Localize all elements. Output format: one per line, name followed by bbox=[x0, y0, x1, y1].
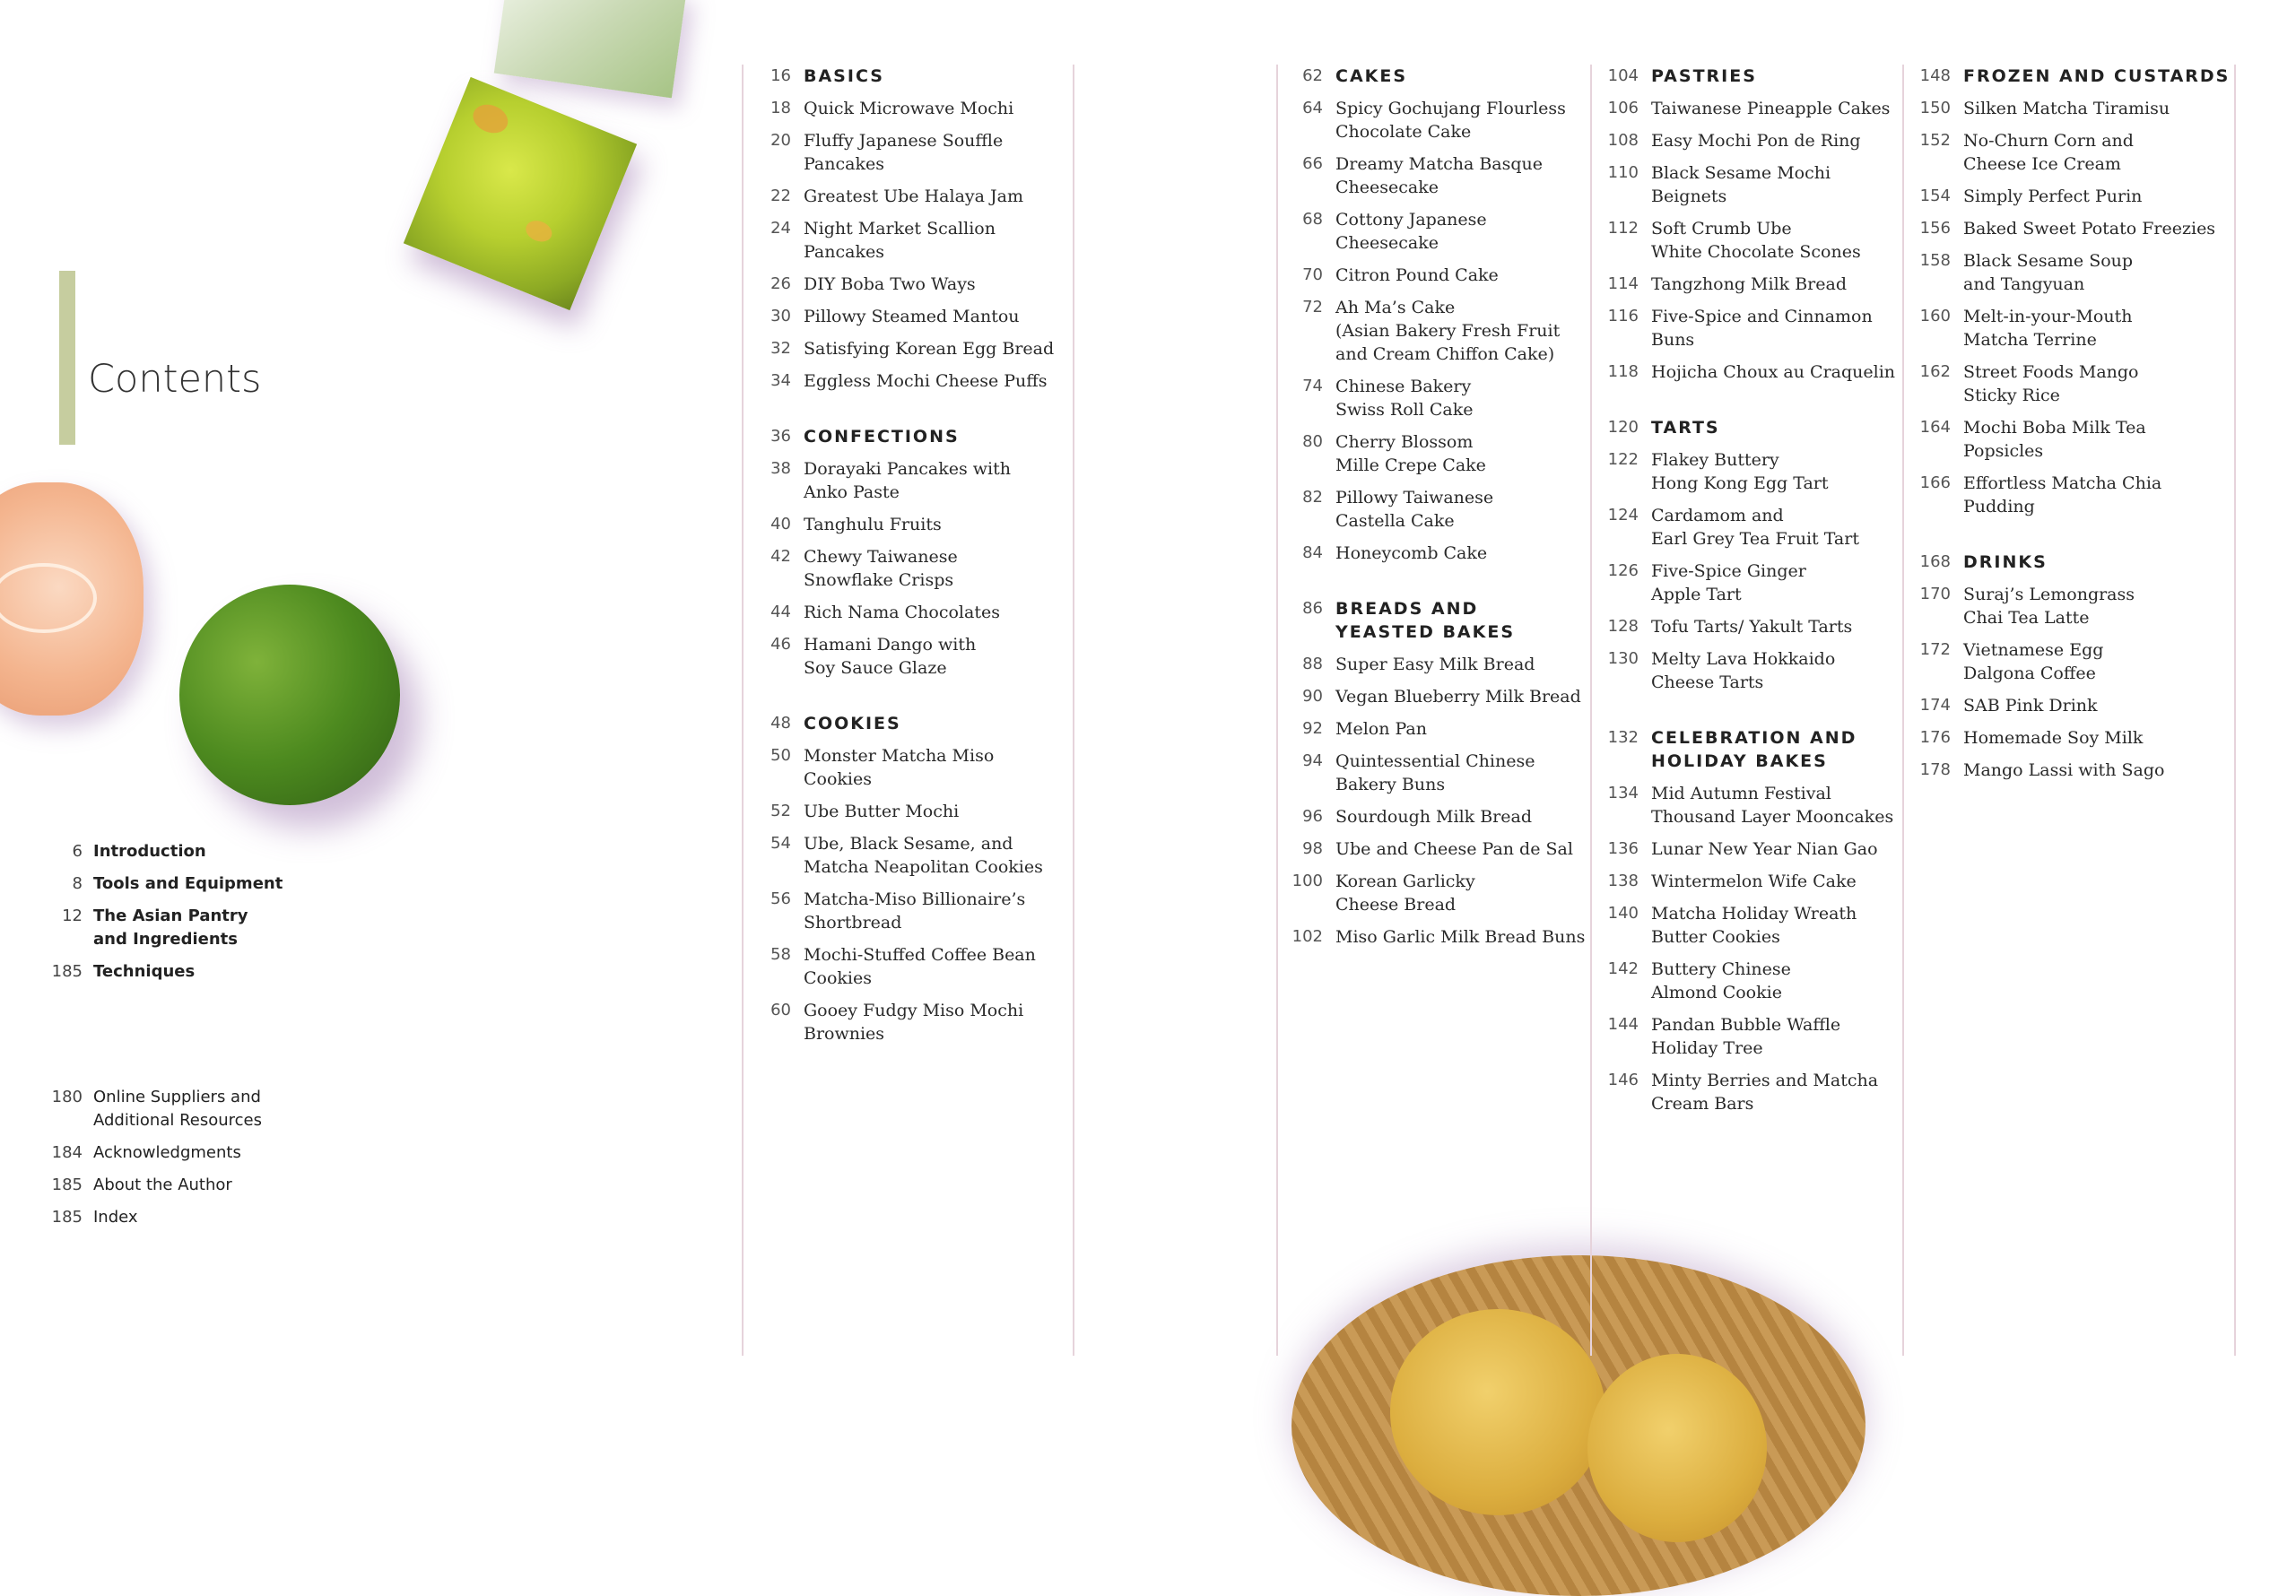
toc-column-3 bbox=[1599, 65, 1900, 1148]
recipe-entry bbox=[752, 457, 1061, 504]
recipe-title: Ube, Black Sesame, and Matcha Neapolitan Cookies bbox=[804, 834, 1043, 877]
matcha-cake-square-illustration bbox=[404, 77, 637, 310]
recipe-title: Pillowy Steamed Mantou bbox=[804, 307, 1020, 326]
mooncake-pattern bbox=[0, 563, 97, 633]
recipe-title: Melty Lava Hokkaido Cheese Tarts bbox=[1651, 649, 1836, 692]
page-number: 128 bbox=[1607, 617, 1639, 636]
toc-section bbox=[752, 425, 1061, 680]
recipe-entry bbox=[752, 800, 1061, 823]
page-number: 126 bbox=[1607, 561, 1639, 580]
page-number: 82 bbox=[1302, 488, 1323, 507]
page-number: 142 bbox=[1607, 959, 1639, 978]
toc-section bbox=[752, 65, 1061, 393]
toc-entry bbox=[0, 960, 287, 984]
recipe-entry bbox=[1283, 837, 1588, 861]
page-number: 80 bbox=[1302, 432, 1323, 451]
toc-entry bbox=[0, 872, 287, 896]
recipe-title: Spicy Gochujang Flourless Chocolate Cake bbox=[1335, 99, 1566, 142]
toc-entry bbox=[0, 905, 287, 951]
recipe-title: Five-Spice Ginger Apple Tart bbox=[1651, 561, 1806, 604]
recipe-title: Sourdough Milk Bread bbox=[1335, 807, 1532, 827]
recipe-title: Baked Sweet Potato Freezies bbox=[1963, 219, 2216, 239]
page-number: 62 bbox=[1302, 66, 1323, 85]
page-number: 164 bbox=[1919, 418, 1951, 437]
page-number: 90 bbox=[1302, 687, 1323, 706]
toc-entry bbox=[0, 1174, 287, 1197]
recipe-title: Vegan Blueberry Milk Bread bbox=[1335, 687, 1581, 707]
mooncake-illustration bbox=[0, 482, 144, 716]
recipe-title: Silken Matcha Tiramisu bbox=[1963, 99, 2170, 118]
page-title: Contents bbox=[88, 357, 262, 402]
section-heading bbox=[752, 712, 1061, 735]
section-title: DRINKS bbox=[1963, 552, 2048, 572]
recipe-entry bbox=[1599, 837, 1900, 861]
recipe-entry bbox=[752, 305, 1061, 328]
page-number: 92 bbox=[1302, 719, 1323, 738]
toc-column-1 bbox=[752, 65, 1061, 1078]
toc-entry bbox=[0, 1206, 287, 1229]
page-number: 46 bbox=[770, 635, 791, 654]
page-number: 156 bbox=[1919, 219, 1951, 238]
recipe-title: Tanghulu Fruits bbox=[804, 515, 942, 534]
page-number: 18 bbox=[770, 99, 791, 117]
page-number: 70 bbox=[1302, 265, 1323, 284]
back-matter-list bbox=[0, 1086, 287, 1238]
page-number: 146 bbox=[1607, 1071, 1639, 1089]
recipe-entry bbox=[1911, 360, 2231, 407]
recipe-entry bbox=[1599, 647, 1900, 694]
page-number: 154 bbox=[1919, 186, 1951, 205]
recipe-entry bbox=[1283, 925, 1588, 949]
section-title: BREADS AND YEASTED BAKES bbox=[1335, 599, 1516, 642]
page-number: 150 bbox=[1919, 99, 1951, 117]
section-heading bbox=[752, 425, 1061, 448]
front-matter-list bbox=[0, 840, 287, 993]
section-heading bbox=[1283, 65, 1588, 88]
page-number: 144 bbox=[1607, 1015, 1639, 1034]
page-number: 114 bbox=[1607, 274, 1639, 293]
recipe-title: DIY Boba Two Ways bbox=[804, 274, 976, 294]
page-number: 58 bbox=[770, 945, 791, 964]
recipe-entry bbox=[1599, 504, 1900, 551]
page-number: 22 bbox=[770, 186, 791, 205]
page-number: 118 bbox=[1607, 362, 1639, 381]
page-number: 74 bbox=[1302, 377, 1323, 395]
recipe-entry bbox=[1283, 685, 1588, 708]
column-divider bbox=[1902, 65, 1904, 1356]
page-number: 176 bbox=[1919, 728, 1951, 747]
recipe-title: Black Sesame Mochi Beignets bbox=[1651, 163, 1831, 206]
toc-section bbox=[752, 712, 1061, 1045]
recipe-entry bbox=[1283, 97, 1588, 143]
recipe-title: Chewy Taiwanese Snowflake Crisps bbox=[804, 547, 958, 590]
page-number: 40 bbox=[770, 515, 791, 533]
recipe-title: Miso Garlic Milk Bread Buns bbox=[1335, 927, 1586, 947]
recipe-entry bbox=[1283, 717, 1588, 741]
toc-section bbox=[1283, 65, 1588, 565]
recipe-entry bbox=[1911, 129, 2231, 176]
column-divider bbox=[742, 65, 744, 1356]
recipe-entry bbox=[1599, 559, 1900, 606]
recipe-title: Dorayaki Pancakes with Anko Paste bbox=[804, 459, 1011, 502]
recipe-entry bbox=[752, 513, 1061, 536]
recipe-title: Street Foods Mango Sticky Rice bbox=[1963, 362, 2139, 405]
page-number: 116 bbox=[1607, 307, 1639, 325]
recipe-title: Homemade Soy Milk bbox=[1963, 728, 2144, 748]
toc-section bbox=[1599, 416, 1900, 694]
page-number: 140 bbox=[1607, 904, 1639, 923]
recipe-title: Chinese Bakery Swiss Roll Cake bbox=[1335, 377, 1474, 420]
recipe-title: Monster Matcha Miso Cookies bbox=[804, 746, 995, 789]
recipe-title: Ube and Cheese Pan de Sal bbox=[1335, 839, 1573, 859]
recipe-title: Fluffy Japanese Souffle Pancakes bbox=[804, 131, 1004, 174]
recipe-title: Pillowy Taiwanese Castella Cake bbox=[1335, 488, 1494, 531]
recipe-entry bbox=[1911, 583, 2231, 629]
recipe-entry bbox=[1911, 472, 2231, 518]
page-number: 162 bbox=[1919, 362, 1951, 381]
page-number: 134 bbox=[1607, 784, 1639, 802]
recipe-title: SAB Pink Drink bbox=[1963, 696, 2098, 716]
section-title: BASICS bbox=[804, 66, 884, 86]
recipe-title: Mochi Boba Milk Tea Popsicles bbox=[1963, 418, 2146, 461]
recipe-title: Super Easy Milk Bread bbox=[1335, 655, 1535, 674]
recipe-title: Melt-in-your-Mouth Matcha Terrine bbox=[1963, 307, 2133, 350]
toc-section bbox=[1283, 597, 1588, 949]
recipe-entry bbox=[752, 744, 1061, 791]
recipe-entry bbox=[1599, 782, 1900, 828]
page-number: 68 bbox=[1302, 210, 1323, 229]
page-number: 64 bbox=[1302, 99, 1323, 117]
recipe-title: Effortless Matcha Chia Pudding bbox=[1963, 473, 2162, 516]
pastry-illustration bbox=[1587, 1354, 1767, 1542]
page-number: 96 bbox=[1302, 807, 1323, 826]
section-title: PASTRIES bbox=[1651, 66, 1757, 86]
recipe-entry bbox=[1599, 129, 1900, 152]
page-number: 185 bbox=[51, 1175, 83, 1194]
recipe-entry bbox=[752, 888, 1061, 934]
toc-column-2 bbox=[1283, 65, 1588, 981]
recipe-entry bbox=[1911, 305, 2231, 351]
section-title: CAKES bbox=[1335, 66, 1408, 86]
page-number: 66 bbox=[1302, 154, 1323, 173]
page-number: 8 bbox=[72, 874, 83, 893]
page-number: 50 bbox=[770, 746, 791, 765]
column-divider bbox=[1590, 65, 1592, 1356]
recipe-title: Eggless Mochi Cheese Puffs bbox=[804, 371, 1048, 391]
recipe-title: Matcha-Miso Billionaire’s Shortbread bbox=[804, 889, 1026, 932]
mochi-cake-slice-illustration bbox=[494, 0, 686, 98]
page-number: 54 bbox=[770, 834, 791, 853]
recipe-entry bbox=[1283, 430, 1588, 477]
recipe-title: Easy Mochi Pon de Ring bbox=[1651, 131, 1861, 151]
recipe-entry bbox=[1599, 305, 1900, 351]
page-number: 102 bbox=[1292, 927, 1323, 946]
recipe-entry bbox=[1911, 416, 2231, 463]
recipe-title: Quintessential Chinese Bakery Buns bbox=[1335, 751, 1535, 794]
recipe-entry bbox=[752, 129, 1061, 176]
page-number: 100 bbox=[1292, 872, 1323, 890]
title-accent-bar bbox=[59, 271, 75, 445]
recipe-title: Lunar New Year Nian Gao bbox=[1651, 839, 1878, 859]
toc-section bbox=[1911, 551, 2231, 782]
page-number: 98 bbox=[1302, 839, 1323, 858]
entry-title: The Asian Pantry and Ingredients bbox=[93, 906, 248, 949]
toc-entry bbox=[0, 840, 287, 863]
entry-title: Tools and Equipment bbox=[93, 874, 283, 893]
page-number: 180 bbox=[51, 1088, 83, 1106]
section-title: CELEBRATION AND HOLIDAY BAKES bbox=[1651, 728, 1857, 771]
section-title: TARTS bbox=[1651, 418, 1720, 438]
recipe-entry bbox=[1911, 185, 2231, 208]
page-number: 160 bbox=[1919, 307, 1951, 325]
section-title: FROZEN AND CUSTARDS bbox=[1963, 66, 2231, 86]
page-number: 16 bbox=[770, 66, 791, 85]
recipe-entry bbox=[1283, 208, 1588, 255]
entry-title: Online Suppliers and Additional Resources bbox=[93, 1088, 263, 1130]
page-number: 166 bbox=[1919, 473, 1951, 492]
recipe-entry bbox=[1283, 750, 1588, 796]
recipe-entry bbox=[1911, 217, 2231, 240]
section-heading bbox=[752, 65, 1061, 88]
recipe-entry bbox=[1911, 726, 2231, 750]
recipe-title: Matcha Holiday Wreath Butter Cookies bbox=[1651, 904, 1857, 947]
recipe-title: Cottony Japanese Cheesecake bbox=[1335, 210, 1487, 253]
page-number: 132 bbox=[1607, 728, 1639, 747]
section-heading bbox=[1599, 416, 1900, 439]
recipe-title: Minty Berries and Matcha Cream Bars bbox=[1651, 1071, 1879, 1114]
recipe-entry bbox=[1599, 97, 1900, 120]
page-number: 38 bbox=[770, 459, 791, 478]
page-number: 152 bbox=[1919, 131, 1951, 150]
section-title: CONFECTIONS bbox=[804, 427, 960, 447]
recipe-title: Suraj’s Lemongrass Chai Tea Latte bbox=[1963, 585, 2135, 628]
page-number: 30 bbox=[770, 307, 791, 325]
recipe-title: Citron Pound Cake bbox=[1335, 265, 1499, 285]
page-number: 24 bbox=[770, 219, 791, 238]
recipe-title: Simply Perfect Purin bbox=[1963, 186, 2143, 206]
recipe-entry bbox=[1599, 1069, 1900, 1115]
section-heading bbox=[1911, 551, 2231, 574]
recipe-entry bbox=[1911, 97, 2231, 120]
recipe-entry bbox=[752, 999, 1061, 1045]
column-divider bbox=[1276, 65, 1278, 1356]
recipe-entry bbox=[752, 832, 1061, 879]
page-number: 158 bbox=[1919, 251, 1951, 270]
recipe-entry bbox=[1599, 958, 1900, 1004]
recipe-entry bbox=[1599, 448, 1900, 495]
recipe-entry bbox=[752, 97, 1061, 120]
page-number: 110 bbox=[1607, 163, 1639, 182]
column-divider bbox=[2234, 65, 2236, 1356]
page-number: 184 bbox=[51, 1143, 83, 1162]
recipe-title: Tangzhong Milk Bread bbox=[1651, 274, 1847, 294]
recipe-entry bbox=[1599, 615, 1900, 638]
recipe-entry bbox=[752, 633, 1061, 680]
toc-section bbox=[1599, 65, 1900, 384]
recipe-entry bbox=[1599, 161, 1900, 208]
section-heading bbox=[1599, 726, 1900, 773]
page-number: 168 bbox=[1919, 552, 1951, 571]
page-number: 72 bbox=[1302, 298, 1323, 317]
page-number: 6 bbox=[72, 842, 83, 861]
recipe-title: Melon Pan bbox=[1335, 719, 1427, 739]
page-number: 106 bbox=[1607, 99, 1639, 117]
recipe-entry bbox=[752, 185, 1061, 208]
recipe-entry bbox=[1283, 870, 1588, 916]
entry-title: Techniques bbox=[93, 962, 196, 981]
section-heading bbox=[1283, 597, 1588, 644]
recipe-title: No-Churn Corn and Cheese Ice Cream bbox=[1963, 131, 2134, 174]
page-number: 138 bbox=[1607, 872, 1639, 890]
recipe-title: Buttery Chinese Almond Cookie bbox=[1651, 959, 1791, 1002]
page-number: 185 bbox=[51, 962, 83, 981]
recipe-entry bbox=[1599, 360, 1900, 384]
recipe-title: Ah Ma’s Cake (Asian Bakery Fresh Fruit and Cream Chiffon Cake) bbox=[1335, 298, 1561, 364]
recipe-entry bbox=[1911, 638, 2231, 685]
recipe-title: Vietnamese Egg Dalgona Coffee bbox=[1963, 640, 2104, 683]
recipe-entry bbox=[752, 217, 1061, 264]
page-number: 122 bbox=[1607, 450, 1639, 469]
recipe-title: Flakey Buttery Hong Kong Egg Tart bbox=[1651, 450, 1829, 493]
recipe-entry bbox=[1911, 249, 2231, 296]
recipe-title: Mochi-Stuffed Coffee Bean Cookies bbox=[804, 945, 1036, 988]
page-number: 86 bbox=[1302, 599, 1323, 618]
page-number: 94 bbox=[1302, 751, 1323, 770]
page-number: 42 bbox=[770, 547, 791, 566]
recipe-title: Wintermelon Wife Cake bbox=[1651, 872, 1857, 891]
page-number: 174 bbox=[1919, 696, 1951, 715]
section-heading bbox=[1599, 65, 1900, 88]
recipe-entry bbox=[752, 601, 1061, 624]
page-number: 148 bbox=[1919, 66, 1951, 85]
recipe-title: Tofu Tarts/ Yakult Tarts bbox=[1651, 617, 1853, 637]
recipe-title: Greatest Ube Halaya Jam bbox=[804, 186, 1023, 206]
recipe-entry bbox=[1283, 296, 1588, 366]
recipe-entry bbox=[1283, 375, 1588, 421]
page-number: 136 bbox=[1607, 839, 1639, 858]
toc-section bbox=[1911, 65, 2231, 518]
recipe-entry bbox=[1599, 902, 1900, 949]
section-title: COOKIES bbox=[804, 714, 901, 733]
page-number: 36 bbox=[770, 427, 791, 446]
recipe-title: Korean Garlicky Cheese Bread bbox=[1335, 872, 1475, 915]
recipe-entry bbox=[1283, 653, 1588, 676]
page-number: 170 bbox=[1919, 585, 1951, 603]
page-number: 124 bbox=[1607, 506, 1639, 525]
pastry-basket-illustration bbox=[1292, 1255, 1866, 1596]
toc-column-4 bbox=[1911, 65, 2231, 814]
page-number: 108 bbox=[1607, 131, 1639, 150]
recipe-title: Dreamy Matcha Basque Cheesecake bbox=[1335, 154, 1544, 197]
page-number: 178 bbox=[1919, 760, 1951, 779]
page-number: 52 bbox=[770, 802, 791, 820]
recipe-entry bbox=[1911, 759, 2231, 782]
recipe-entry bbox=[752, 273, 1061, 296]
recipe-entry bbox=[1599, 273, 1900, 296]
recipe-title: Hojicha Choux au Craquelin bbox=[1651, 362, 1896, 382]
recipe-entry bbox=[752, 545, 1061, 592]
toc-entry bbox=[0, 1086, 287, 1132]
recipe-entry bbox=[752, 943, 1061, 990]
recipe-title: Black Sesame Soup and Tangyuan bbox=[1963, 251, 2134, 294]
recipe-entry bbox=[1283, 542, 1588, 565]
recipe-title: Quick Microwave Mochi bbox=[804, 99, 1014, 118]
page-number: 112 bbox=[1607, 219, 1639, 238]
recipe-title: Night Market Scallion Pancakes bbox=[804, 219, 996, 262]
recipe-entry bbox=[1283, 486, 1588, 533]
recipe-title: Gooey Fudgy Miso Mochi Brownies bbox=[804, 1001, 1024, 1044]
recipe-title: Taiwanese Pineapple Cakes bbox=[1651, 99, 1891, 118]
page-number: 84 bbox=[1302, 543, 1323, 562]
page-number: 44 bbox=[770, 603, 791, 621]
entry-title: About the Author bbox=[93, 1175, 232, 1194]
page-number: 120 bbox=[1607, 418, 1639, 437]
recipe-entry bbox=[752, 337, 1061, 360]
recipe-entry bbox=[1283, 805, 1588, 828]
pastry-illustration bbox=[1390, 1309, 1605, 1515]
recipe-title: Soft Crumb Ube White Chocolate Scones bbox=[1651, 219, 1861, 262]
page-number: 12 bbox=[62, 906, 83, 925]
recipe-title: Satisfying Korean Egg Bread bbox=[804, 339, 1055, 359]
page-number: 26 bbox=[770, 274, 791, 293]
recipe-entry bbox=[1599, 870, 1900, 893]
recipe-entry bbox=[1599, 217, 1900, 264]
column-divider bbox=[1073, 65, 1074, 1356]
recipe-entry bbox=[1599, 1013, 1900, 1060]
entry-title: Index bbox=[93, 1208, 138, 1227]
page-number: 56 bbox=[770, 889, 791, 908]
toc-section bbox=[1599, 726, 1900, 1115]
recipe-entry bbox=[752, 369, 1061, 393]
page-number: 88 bbox=[1302, 655, 1323, 673]
page-number: 34 bbox=[770, 371, 791, 390]
recipe-entry bbox=[1283, 264, 1588, 287]
entry-title: Introduction bbox=[93, 842, 206, 861]
page-number: 32 bbox=[770, 339, 791, 358]
page-number: 104 bbox=[1607, 66, 1639, 85]
recipe-title: Rich Nama Chocolates bbox=[804, 603, 1000, 622]
recipe-title: Cherry Blossom Mille Crepe Cake bbox=[1335, 432, 1486, 475]
recipe-title: Mango Lassi with Sago bbox=[1963, 760, 2165, 780]
page-number: 130 bbox=[1607, 649, 1639, 668]
toc-entry bbox=[0, 1141, 287, 1165]
recipe-title: Cardamom and Earl Grey Tea Fruit Tart bbox=[1651, 506, 1859, 549]
page-number: 185 bbox=[51, 1208, 83, 1227]
page-number: 60 bbox=[770, 1001, 791, 1019]
recipe-title: Honeycomb Cake bbox=[1335, 543, 1488, 563]
recipe-title: Mid Autumn Festival Thousand Layer Mooncakes bbox=[1651, 784, 1894, 827]
section-heading bbox=[1911, 65, 2231, 88]
page-number: 20 bbox=[770, 131, 791, 150]
page-number: 48 bbox=[770, 714, 791, 733]
recipe-entry bbox=[1283, 152, 1588, 199]
matcha-truffle-illustration bbox=[179, 585, 400, 805]
entry-title: Acknowledgments bbox=[93, 1143, 241, 1162]
page-number: 172 bbox=[1919, 640, 1951, 659]
recipe-title: Hamani Dango with Soy Sauce Glaze bbox=[804, 635, 977, 678]
recipe-entry bbox=[1911, 694, 2231, 717]
recipe-title: Pandan Bubble Waffle Holiday Tree bbox=[1651, 1015, 1841, 1058]
recipe-title: Ube Butter Mochi bbox=[804, 802, 960, 821]
recipe-title: Five-Spice and Cinnamon Buns bbox=[1651, 307, 1873, 350]
